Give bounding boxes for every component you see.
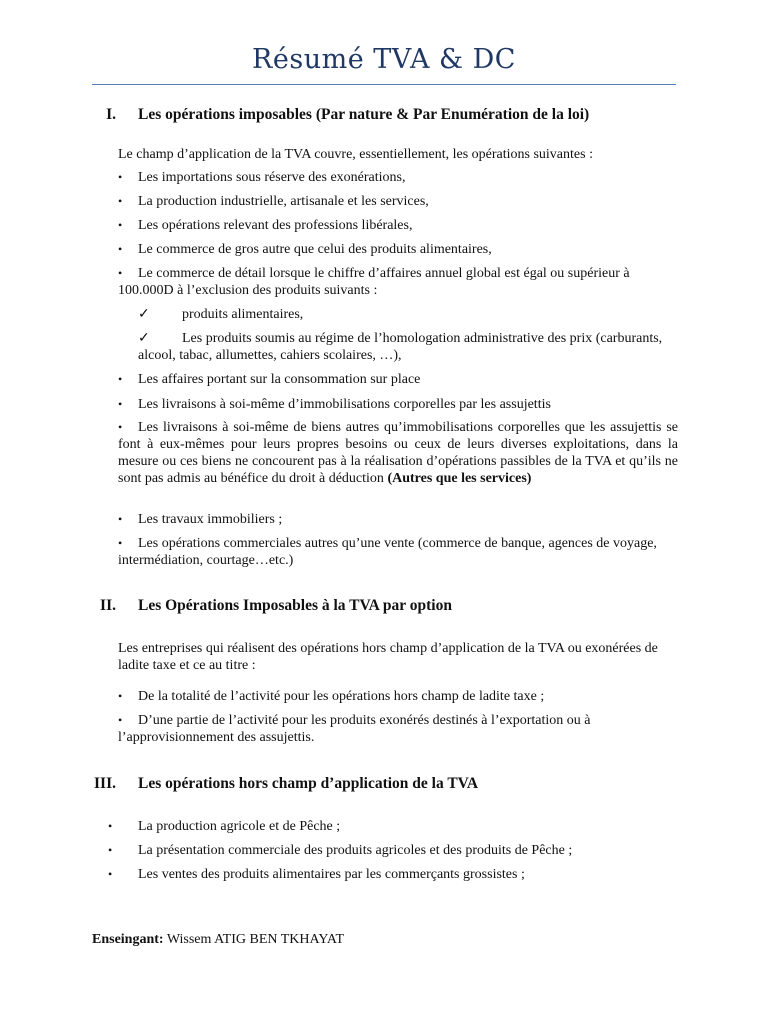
bullet-icon: • [118, 536, 123, 550]
section-1-number: I. [106, 106, 116, 123]
section-3-number: III. [94, 775, 116, 792]
section-2-title: Les Opérations Imposables à la TVA par option [138, 597, 452, 614]
list-item: • Les travaux immobiliers ; [118, 512, 283, 527]
list-item: • De la totalité de l’activité pour les opérations hors champ de ladite taxe ; [118, 689, 545, 704]
section-3-title: Les opérations hors champ d’application de la TVA [138, 775, 479, 792]
bullet-icon: • [118, 713, 123, 727]
list-item: • Les ventes des produits alimentaires par les commerçants grossistes ; [108, 867, 525, 882]
document-title: Résumé TVA & DC [252, 44, 516, 75]
list-item: • Les livraisons à soi-même de biens autres qu’immobilisations corporelles que les assujettis se font à eux-mêmes pour leurs propres besoins ou ceux de leurs diverses exploitations, dans la mesure ou ces biens ne concourent pas à la réalisation d’opérations passibles de la TVA et qu’ils ne sont pas admis au bénéfice du droit à déduction (Autres que les services) [118, 420, 678, 486]
list-item: • D’une partie de l’activité pour les produits exonérés destinés à l’exportation ou à l’approvisionnement des assujettis. [118, 713, 591, 745]
list-item: • Les importations sous réserve des exonérations, [118, 170, 406, 185]
section-1-intro: Le champ d’application de la TVA couvre, essentiellement, les opérations suivantes : [118, 147, 593, 162]
check-item: ✓ produits alimentaires, [138, 307, 304, 322]
list-item: • La production industrielle, artisanale et les services, [118, 194, 429, 209]
list-item: • Les livraisons à soi-même d’immobilisations corporelles par les assujettis [118, 397, 551, 412]
bullet-icon: • [108, 867, 113, 881]
footer-name: Wissem ATIG BEN TKHAYAT [166, 932, 344, 947]
list-item: • Le commerce de gros autre que celui des produits alimentaires, [118, 242, 492, 257]
bullet-icon: • [118, 194, 123, 208]
bullet-icon: • [118, 266, 123, 280]
footer-author [92, 931, 344, 949]
list-item: • Le commerce de détail lorsque le chiffre d’affaires annuel global est égal ou supérieur à 100.000D à l’exclusion des produits suivants : [118, 266, 630, 298]
checkmark-icon: ✓ [138, 307, 150, 322]
footer-label: Enseingant: [92, 932, 164, 947]
bullet-icon: • [118, 218, 123, 232]
list-item: • La présentation commerciale des produits agricoles et des produits de Pêche ; [108, 843, 573, 858]
list-item: • La production agricole et de Pêche ; [108, 819, 341, 834]
section-2-intro: Les entreprises qui réalisent des opérations hors champ d’application de la TVA ou exonérées de ladite taxe et ce au titre : [118, 641, 658, 673]
bullet-icon: • [118, 397, 123, 411]
list-item: • Les opérations relevant des professions libérales, [118, 218, 413, 233]
bullet-icon: • [108, 843, 113, 857]
bullet-icon: • [108, 819, 113, 833]
title-underline [92, 84, 676, 85]
bullet-icon: • [118, 372, 123, 386]
bullet-icon: • [118, 420, 123, 434]
emphasis-note: (Autres que les services) [387, 471, 532, 486]
check-item: ✓ Les produits soumis au régime de l’homologation administrative des prix (carburants, alcool, tabac, allumettes, cahiers scolaires, …), [138, 331, 663, 363]
list-item: • Les affaires portant sur la consommation sur place [118, 372, 421, 387]
list-item: • Les opérations commerciales autres qu’une vente (commerce de banque, agences de voyage, intermédiation, courtage…etc.) [118, 536, 657, 568]
bullet-icon: • [118, 689, 123, 703]
section-2-number: II. [100, 597, 116, 614]
section-1-title: Les opérations imposables (Par nature & Par Enumération de la loi) [138, 106, 590, 123]
bullet-icon: • [118, 170, 123, 184]
checkmark-icon: ✓ [138, 331, 150, 346]
bullet-icon: • [118, 512, 123, 526]
bullet-icon: • [118, 242, 123, 256]
